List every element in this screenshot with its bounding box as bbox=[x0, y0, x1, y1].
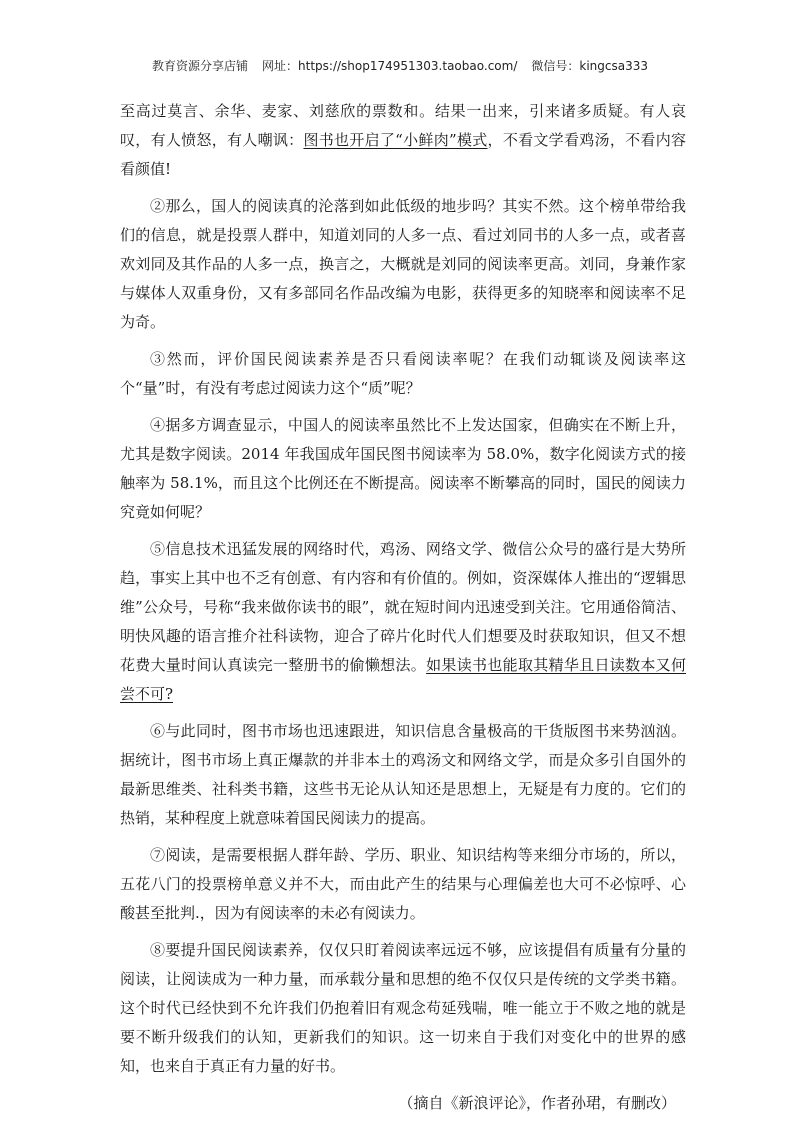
paragraph-3: ③然而，评价国民阅读素养是否只看阅读率呢？在我们动辄谈及阅读率这个“量”时，有没有考虑过阅读力这个“质”呢？ bbox=[120, 350, 686, 397]
paragraph-1-continued bbox=[120, 97, 686, 184]
underlined-sentence: 如果读书也能取其精华且日读数本又何尝不可? bbox=[120, 656, 686, 703]
paragraph-6: ⑥与此同时，图书市场也迅速跟进，知识信息含量极高的干货版图书来势汹汹。据统计，图书市场上真正爆款的并非本土的鸡汤文和网络文学，而是众多引自国外的最新思维类、社科类书籍，这些书无论从认知还是思想上，无疑是有力度的。它们的热销，某种程度上就意味着国民阅读力的提高。 bbox=[120, 722, 686, 827]
paragraph-5-text: ⑤信息技术迅猛发展的网络时代，鸡汤、网络文学、微信公众号的盛行是大势所趋，事实上其中也不乏有创意、有内容和有价值的。例如，资深媒体人推出的“逻辑思维”公众号，号称“我来做你读书的眼”，就在短时间内迅速受到关注。它用通俗简洁、明快风趣的语言推介社科读物，迎合了碎片化时代人们想要及时获取知识，但又不想花费大量时间认真读完一整册书的偷懒想法。 bbox=[120, 540, 686, 674]
source-citation: （摘自《新浪评论》，作者孙珺，有删改） bbox=[398, 1094, 676, 1112]
paragraph-4: ④据多方调查显示，中国人的阅读率虽然比不上发达国家，但确实在不断上升，尤其是数字阅读。2014 年我国成年国民图书阅读率为 58.0%，数字化阅读方式的接触率为 58.1%，而且这个比例还在不断提高。阅读率不断攀高的同时，国民的阅读力究竟如何呢？ bbox=[120, 416, 686, 521]
underlined-phrase: 图书也开启了“小鲜肉”模式 bbox=[303, 131, 488, 149]
paragraph-5 bbox=[120, 535, 686, 709]
paragraph-1-text: 至高过莫言、余华、麦家、刘慈欣的票数和。结果一出来，引来诸多质疑。有人哀叹，有人愤怒，有人嘲讽： bbox=[120, 102, 686, 149]
wechat-id: 微信号：kingcsa333 bbox=[531, 59, 648, 73]
paragraph-1-tail: ，不看文学看鸡汤，不看内容看颜值! bbox=[120, 131, 686, 178]
shop-name: 教育资源分享店铺 bbox=[152, 59, 249, 73]
shop-url: 网址：https://shop174951303.taobao.com/ bbox=[262, 59, 518, 73]
page-header bbox=[0, 57, 800, 74]
paragraph-2: ②那么，国人的阅读真的沦落到如此低级的地步吗？其实不然。这个榜单带给我们的信息，就是投票人群中，知道刘同的人多一点、看过刘同书的人多一点，或者喜欢刘同及其作品的人多一点，换言之，大概就是刘同的阅读率更高。刘同，身兼作家与媒体人双重身份，又有多部同名作品改编为电影，获得更多的知晓率和阅读率不足为奇。 bbox=[120, 197, 686, 331]
paragraph-7: ⑦阅读，是需要根据人群年龄、学历、职业、知识结构等来细分市场的，所以，五花八门的投票榜单意义并不大，而由此产生的结果与心理偏差也大可不必惊呼、心酸甚至批判.，因为有阅读率的未必有阅读力。 bbox=[120, 846, 686, 922]
article-body bbox=[120, 97, 686, 1126]
paragraph-8: ⑧要提升国民阅读素养，仅仅只盯着阅读率远远不够，应该提倡有质量有分量的阅读，让阅读成为一种力量，而承载分量和思想的绝不仅仅只是传统的文学类书籍。这个时代已经快到不允许我们仍抱着旧有观念苟延残喘，唯一能立于不败之地的就是要不断升级我们的认知，更新我们的知识。这一切来自于我们对变化中的世界的感知，也来自于真正有力量的好书。 bbox=[120, 941, 686, 1075]
